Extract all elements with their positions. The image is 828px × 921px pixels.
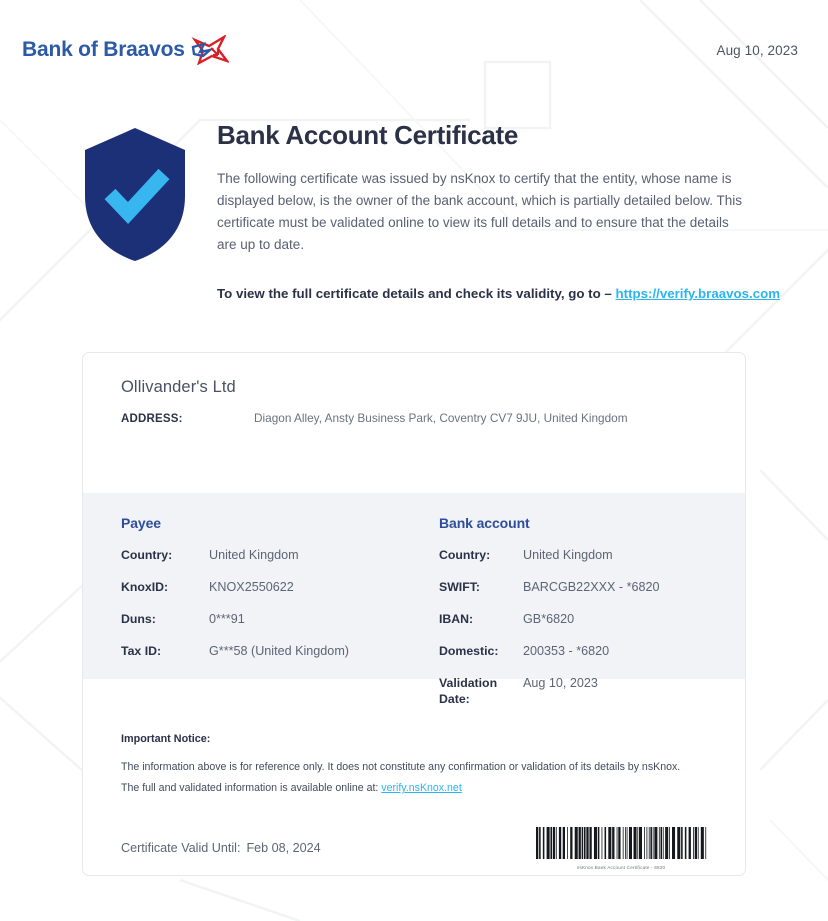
hero-text xyxy=(200,118,780,301)
notice-body-text: The information above is for reference only. It does not constitute any confirmation or validation of its details by nsKnox. The full and validated information is available online at: xyxy=(121,761,681,794)
verify-instruction xyxy=(217,286,780,301)
page-title: Bank Account Certificate xyxy=(217,120,519,150)
barcode-image xyxy=(535,827,707,859)
brand-logo xyxy=(22,35,229,65)
bank-iban-value: GB*6820 xyxy=(523,612,575,626)
payee-knoxid-label: KnoxID: xyxy=(121,580,169,594)
bank-country-label: Country: xyxy=(439,548,491,562)
payee-row-duns xyxy=(121,611,414,627)
address-value: Diagon Alley, Ansty Business Park, Coventry CV7 9JU, United Kingdom xyxy=(254,411,628,425)
payee-column xyxy=(121,515,414,723)
payee-duns-label: Duns: xyxy=(121,612,156,626)
brand-name: Bank of Braavos xyxy=(22,38,185,61)
bank-row-domestic xyxy=(439,643,707,659)
bank-row-country xyxy=(439,547,707,563)
company-name: Ollivander's Ltd xyxy=(121,378,236,396)
payee-row-knoxid xyxy=(121,579,414,595)
bank-validation-date-value: Aug 10, 2023 xyxy=(523,676,598,690)
notice-verify-link[interactable]: verify.nsKnox.net xyxy=(381,782,462,794)
braavos-star-icon xyxy=(191,35,229,65)
notice-title: Important Notice: xyxy=(121,733,211,745)
payee-country-label: Country: xyxy=(121,548,173,562)
bank-iban-label: IBAN: xyxy=(439,612,474,626)
valid-until-label: Certificate Valid Until: xyxy=(121,841,241,855)
bank-row-validation-date xyxy=(439,675,707,707)
important-notice xyxy=(121,733,707,799)
bank-country-value: United Kingdom xyxy=(523,548,613,562)
bank-account-column xyxy=(414,515,707,723)
address-row xyxy=(121,411,707,425)
valid-until-date: Feb 08, 2024 xyxy=(246,841,321,855)
hero-paragraph: The following certificate was issued by nsKnox to certify that the entity, whose name is displayed below, is the owner of the bank account, which is partially detailed below. This certificate must be validated online to view its full details and to ensure that the details are up to date. xyxy=(217,171,743,252)
bank-swift-value: BARCGB22XXX - *6820 xyxy=(523,580,660,594)
payee-taxid-value: G***58 (United Kingdom) xyxy=(209,644,350,658)
bank-account-heading: Bank account xyxy=(439,515,530,531)
bank-row-iban xyxy=(439,611,707,627)
card-footer xyxy=(83,819,745,876)
issue-date: Aug 10, 2023 xyxy=(716,42,798,58)
bank-swift-label: SWIFT: xyxy=(439,580,480,594)
payee-country-value: United Kingdom xyxy=(209,548,299,562)
card-identity-section xyxy=(83,353,745,425)
certificate-validity xyxy=(121,841,321,855)
payee-knoxid-value: KNOX2550622 xyxy=(209,580,294,594)
bank-domestic-value: 200353 - *6820 xyxy=(523,644,610,658)
hero-section xyxy=(0,118,828,301)
page-header xyxy=(0,28,828,72)
payee-heading: Payee xyxy=(121,515,161,531)
address-label: ADDRESS: xyxy=(121,413,183,425)
certificate-card xyxy=(82,352,746,876)
bank-validation-date-label: Validation Date: xyxy=(439,676,498,706)
barcode-block xyxy=(535,827,707,870)
shield-check-icon xyxy=(80,124,190,264)
payee-row-taxid xyxy=(121,643,414,659)
shield-check-icon-wrap xyxy=(80,118,200,301)
verify-url-link[interactable]: https://verify.braavos.com xyxy=(615,286,781,301)
notice-body xyxy=(121,757,681,799)
payee-duns-value: 0***91 xyxy=(209,612,245,626)
barcode-caption: nsKnox Bank Account Certificate - 6820 xyxy=(576,864,666,870)
bank-domestic-label: Domestic: xyxy=(439,644,499,658)
verify-prefix-text: To view the full certificate details and check its validity, go to – xyxy=(217,286,616,301)
bank-row-swift xyxy=(439,579,707,595)
details-panel xyxy=(83,493,745,706)
payee-row-country xyxy=(121,547,414,563)
payee-taxid-label: Tax ID: xyxy=(121,644,162,658)
